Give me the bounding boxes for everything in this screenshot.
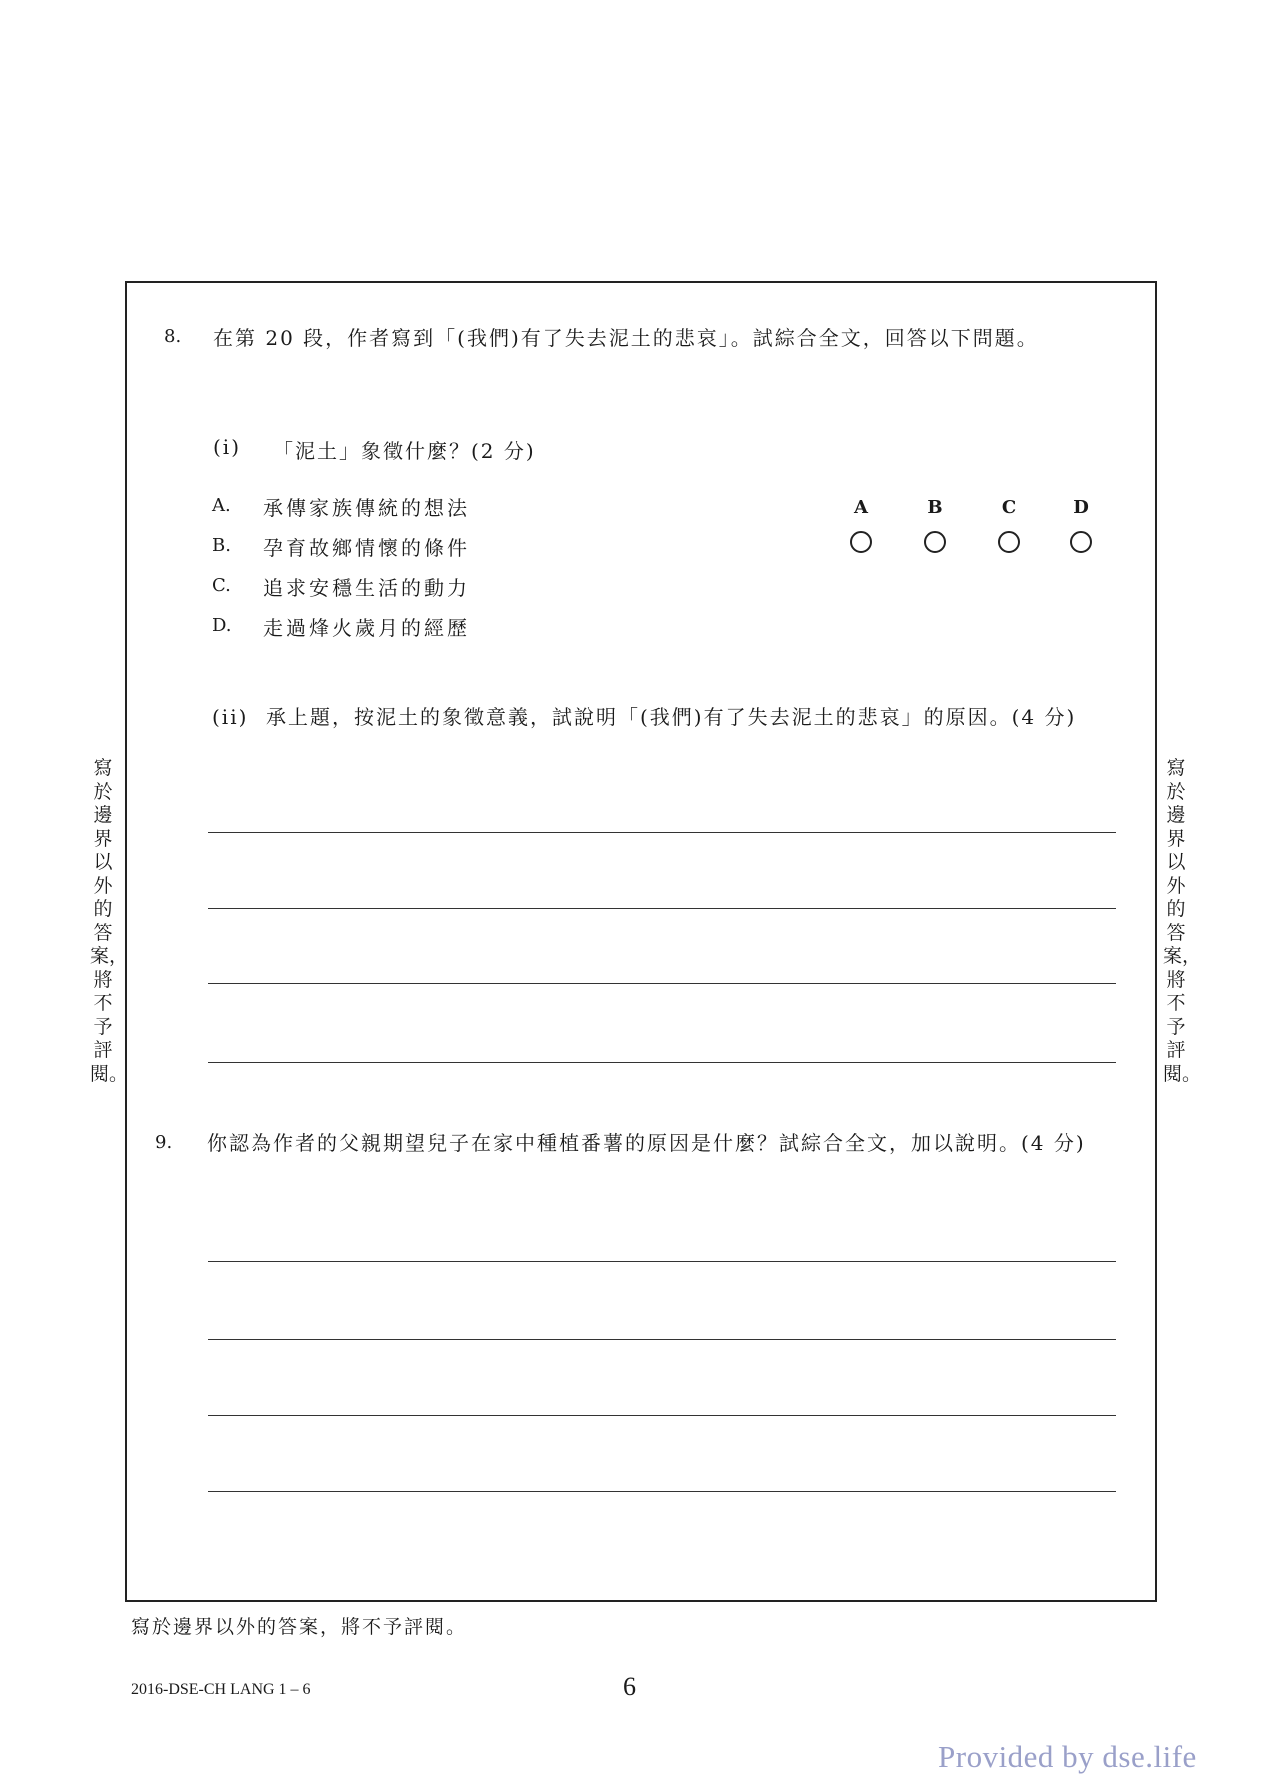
question-9-number: 9.: [155, 1132, 173, 1153]
answer-line-q8-3[interactable]: [208, 983, 1116, 984]
answer-bubble-b[interactable]: [924, 531, 946, 553]
option-d-label: D.: [212, 615, 232, 636]
part-i-text: 「泥土」象徵什麼？(2 分): [273, 439, 536, 463]
question-8-text: 在第 20 段，作者寫到「(我們)有了失去泥土的悲哀」。試綜合全文，回答以下問題。: [213, 326, 1039, 350]
watermark-text: Provided by dse.life: [938, 1739, 1197, 1774]
option-b-text: 孕育故鄉情懷的條件: [263, 536, 470, 560]
answer-line-q8-2[interactable]: [208, 908, 1116, 909]
option-b-label: B.: [212, 535, 231, 556]
answer-line-q9-4[interactable]: [208, 1491, 1116, 1492]
bubble-letter-a: A: [854, 497, 868, 518]
bottom-margin-note: 寫於邊界以外的答案，將不予評閱。: [131, 1616, 468, 1638]
answer-line-q8-1[interactable]: [208, 832, 1116, 833]
option-c-text: 追求安穩生活的動力: [263, 576, 470, 600]
bubble-letter-d: D: [1073, 497, 1089, 518]
question-9-text: 你認為作者的父親期望兒子在家中種植番薯的原因是什麼？試綜合全文，加以說明。(4 分): [207, 1131, 1086, 1155]
answer-line-q9-2[interactable]: [208, 1339, 1116, 1340]
margin-note-right: 寫於邊界以外的答案，將不予評閱。: [1163, 757, 1202, 1085]
option-d-text: 走過烽火歲月的經歷: [263, 616, 470, 640]
answer-line-q9-1[interactable]: [208, 1261, 1116, 1262]
question-8-number: 8.: [164, 326, 182, 347]
part-i-label: (i): [213, 435, 242, 459]
answer-frame: [125, 281, 1157, 1602]
page-number: 6: [623, 1672, 636, 1701]
answer-line-q8-4[interactable]: [208, 1062, 1116, 1063]
option-a-text: 承傳家族傳統的想法: [263, 496, 470, 520]
footer-paper-code: 2016-DSE-CH LANG 1 – 6: [131, 1681, 311, 1698]
answer-bubble-a[interactable]: [850, 531, 872, 553]
part-ii-label: (ii): [212, 705, 249, 729]
answer-bubble-d[interactable]: [1070, 531, 1092, 553]
margin-note-left: 寫於邊界以外的答案，將不予評閱。: [90, 757, 129, 1085]
option-c-label: C.: [212, 575, 231, 596]
option-a-label: A.: [212, 495, 231, 516]
part-ii-text: 承上題，按泥土的象徵意義，試說明「(我們)有了失去泥土的悲哀」的原因。(4 分): [266, 705, 1077, 729]
bubble-letter-b: B: [927, 497, 943, 518]
answer-bubble-c[interactable]: [998, 531, 1020, 553]
answer-line-q9-3[interactable]: [208, 1415, 1116, 1416]
bubble-letter-c: C: [1001, 497, 1017, 518]
